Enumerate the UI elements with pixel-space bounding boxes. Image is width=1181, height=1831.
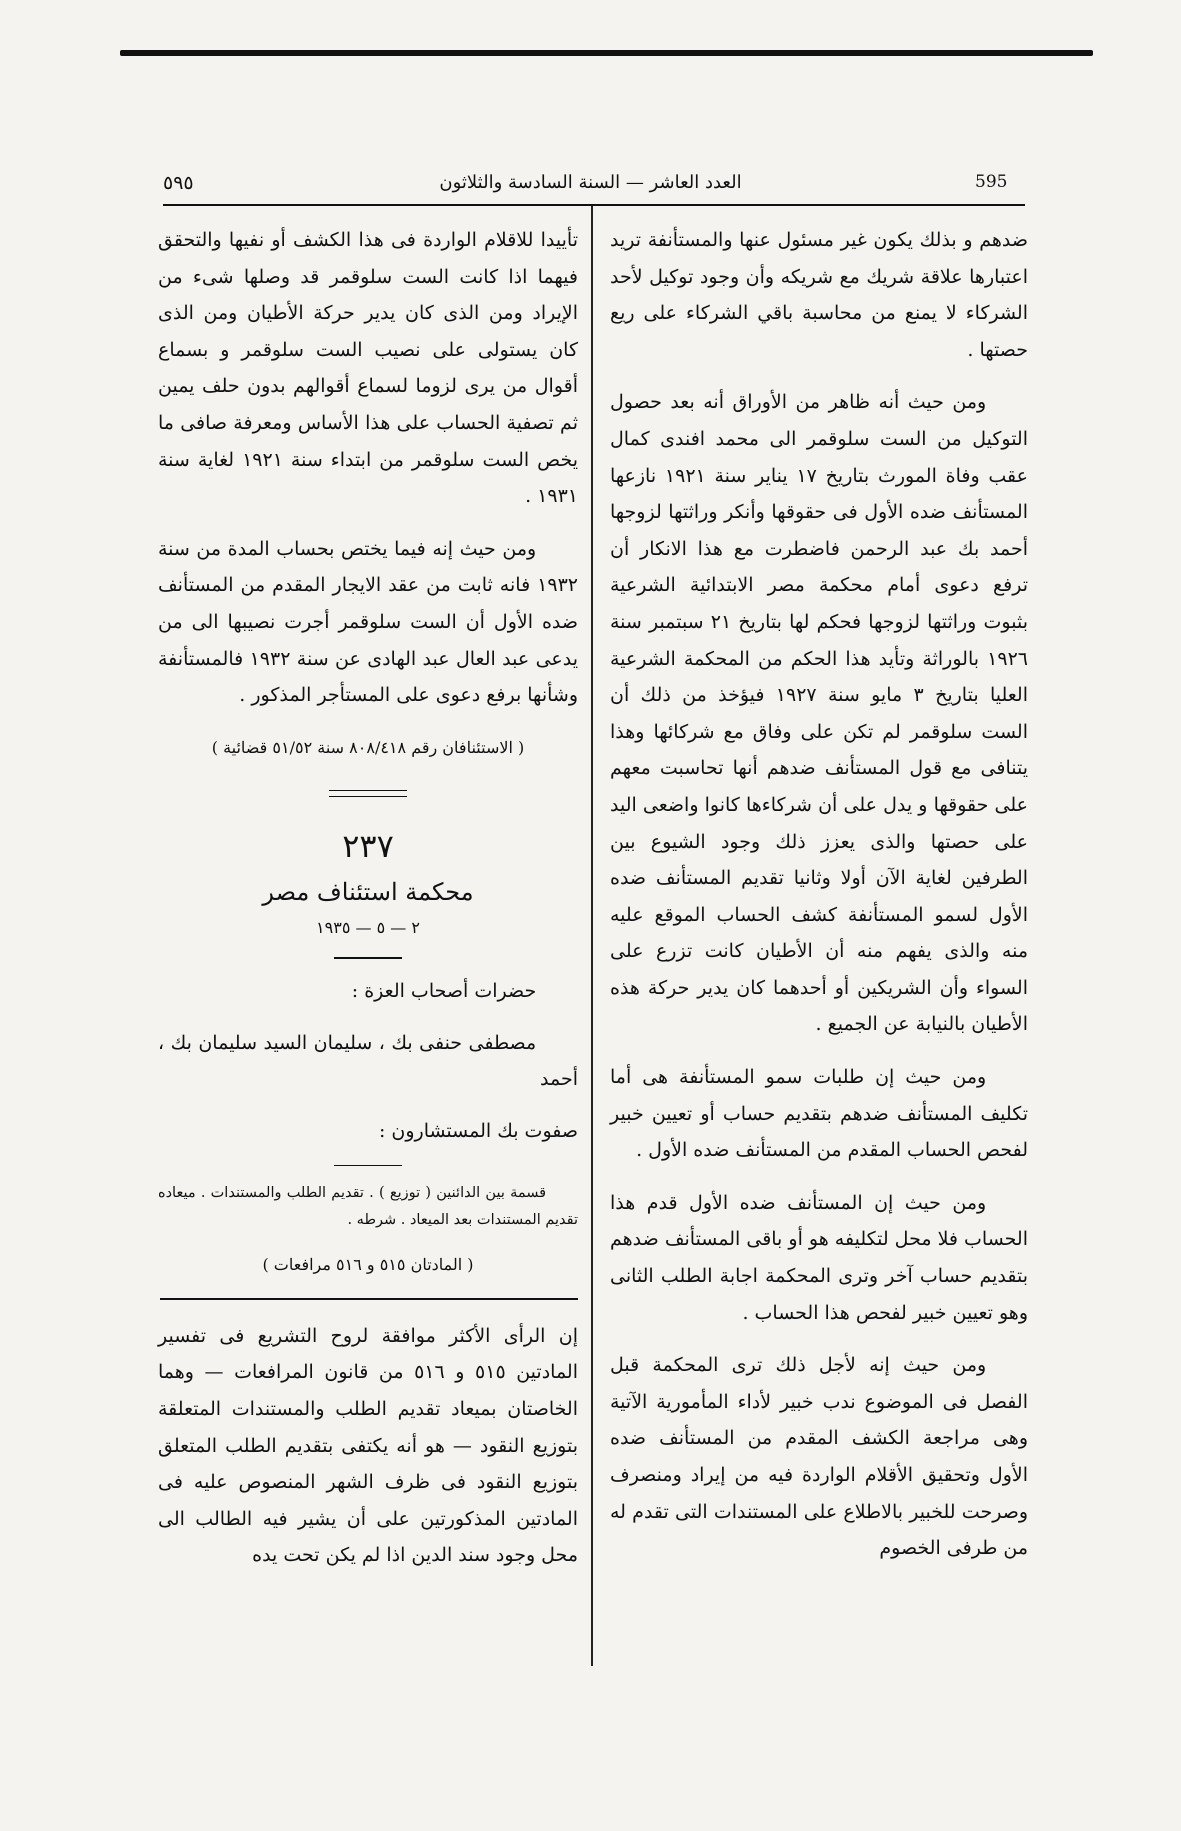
case-summary: قسمة بين الدائنين ( توزيع ) . تقديم الطلب والمستندات . ميعاده تقديم المستندات بعد الميعاد . شرطه . [158, 1185, 578, 1229]
top-border-rule [120, 50, 1093, 56]
court-name: محكمة استئناف مصر [262, 878, 474, 907]
header-rule [163, 204, 1025, 206]
short-rule [334, 957, 402, 959]
page-number-arabic: ٥٩٥ [163, 172, 194, 194]
paragraph: ضدهم و بذلك يكون غير مسئول عنها والمستأنفة تريد اعتبارها علاقة شريك مع شريكه وأن وجود توكيل لأحد الشركاء لا يمنع من محاسبة باقي الشركاء على ريع حصتها . [610, 229, 1028, 361]
bench-judges-continued: صفوت بك المستشارون : [378, 1119, 578, 1142]
principle-rule [160, 1298, 578, 1300]
bench-judges: مصطفى حنفى بك ، سليمان السيد سليمان بك ، أحمد [158, 1031, 578, 1090]
section-double-rule [329, 790, 407, 797]
paragraph: ومن حيث إنه فيما يختص بحساب المدة من سنة ١٩٣٢ فانه ثابت من عقد الايجار المقدم من المستأنف ضده الأول أن الست سلوقمر أجرت نصيبها الى من يدعى عبد العال عبد الهادى عن سنة ١٩٣٢ فالمستأنفة وشأنها برفع دعوى على المستأجر المذكور . [158, 537, 579, 707]
short-rule [334, 1165, 402, 1167]
paragraph: ومن حيث إن طلبات سمو المستأنفة هى أما تكليف المستأنف ضدهم بتقديم حساب أو تعيين خبير لفحص الحساب المقدم من المستأنف ضده الأول . [610, 1066, 1028, 1162]
appeal-citation: ( الاستئنافان رقم ٨٠٨/٤١٨ سنة ٥١/٥٢ قضائية ) [211, 737, 525, 757]
bench-heading: حضرات أصحاب العزة : [351, 979, 537, 1002]
paragraph: ومن حيث إنه لأجل ذلك ترى المحكمة قبل الفصل فى الموضوع ندب خبير لأداء المأمورية الآتية وهى مراجعة الكشف المقدم من المستأنف ضده الأول وتحقيق الأقلام الواردة فيه من إيراد ومنصرف وصرحت للخبير بالاطلاع على المستندات التى تقدم له من طرفى الخصوم [610, 1354, 1028, 1560]
legal-principle: إن الرأى الأكثر موافقة لروح التشريع فى تفسير المادتين ٥١٥ و ٥١٦ من قانون المرافعات — وهما الخاصتان بميعاد تقديم الطلب والمستندات المتعلقة بتوزيع النقود — هو أنه يكتفى بتقديم الطلب المتعلق بتوزيع النقود فى ظرف الشهر المنصوص عليه فى المادتين المذكورتين على أن يشير فيه الطالب الى محل وجود سند الدين اذا لم يكن تحت يده [158, 1324, 579, 1567]
paragraph: تأييدا للاقلام الواردة فى هذا الكشف أو نفيها والتحقق فيهما اذا كانت الست سلوقمر قد وصلها شىء من الإيراد ومن الذى كان يدير حركة الأطيان ومن الذى كان يستولى على نصيب الست سلوقمر و بسماع أقوال من يرى لزوما لسماع أقوالهم بدون حلف يمين ثم تصفية الحساب على هذا الأساس ومعرفة صافى ما يخص الست سلوقمر من ابتداء سنة ١٩٢١ لغاية سنة ١٩٣١ . [158, 229, 578, 508]
page-number-latin: 595 [975, 172, 1008, 192]
paragraph: ومن حيث إن المستأنف ضده الأول قدم هذا الحساب فلا محل لتكليفه هو أو باقى المستأنف ضدهم بتقديم حساب آخر وترى المحكمة اجابة الطلب الثانى وهو تعيين خبير لفحص هذا الحساب . [610, 1191, 1028, 1324]
running-title: العدد العاشر — السنة السادسة والثلاثون [439, 172, 742, 193]
ruling-date: ٢ — ٥ — ١٩٣٥ [316, 918, 420, 938]
column-divider [591, 206, 593, 1666]
right-column [610, 222, 1028, 1583]
paragraph: ومن حيث أنه ظاهر من الأوراق أنه بعد حصول التوكيل من الست سلوقمر الى محمد افندى كمال عقب وفاة المورث بتاريخ ١٧ يناير سنة ١٩٢١ نازعها المستأنف ضده الأول فى حقوقها وأنكر وراثتها لزوجها أحمد بك عبد الرحمن فاضطرت مع هذا الانكار أن ترفع دعوى أمام محكمة مصر الابتدائية الشرعية بثبوت وراثتها لزوجها فحكم لها بتاريخ ٢١ سبتمبر سنة ١٩٢٦ بالوراثة وتأيد هذا الحكم من المحكمة الشرعية العليا بتاريخ ٣ مايو سنة ١٩٢٧ فيؤخذ من ذلك أن الست سلوقمر لم تكن على وفاق مع شركائها وهذا يتنافى مع قول المستأنف ضدهم أنها تحاسبت معهم على حقوقها و يدل على أن شركاءها كانوا واضعى اليد على حصتها والذى يعزز ذلك وجود الشيوع بين الطرفين لغاية الآن أولا وثانيا تقديم المستأنف ضده الأول لسمو المستأنفة كشف الحساب الموقع عليه منه والذى يفهم منه أن الأطيان كانت تزرع على السواء وأن الشريكين أو أحدهما كان يدير حركة هذه الأطيان بالنيابة عن الجميع . [610, 391, 1028, 1036]
articles-reference: ( المادتان ٥١٥ و ٥١٦ مرافعات ) [262, 1255, 474, 1275]
case-number: ٢٣٧ [342, 827, 394, 866]
left-column [158, 222, 578, 1590]
